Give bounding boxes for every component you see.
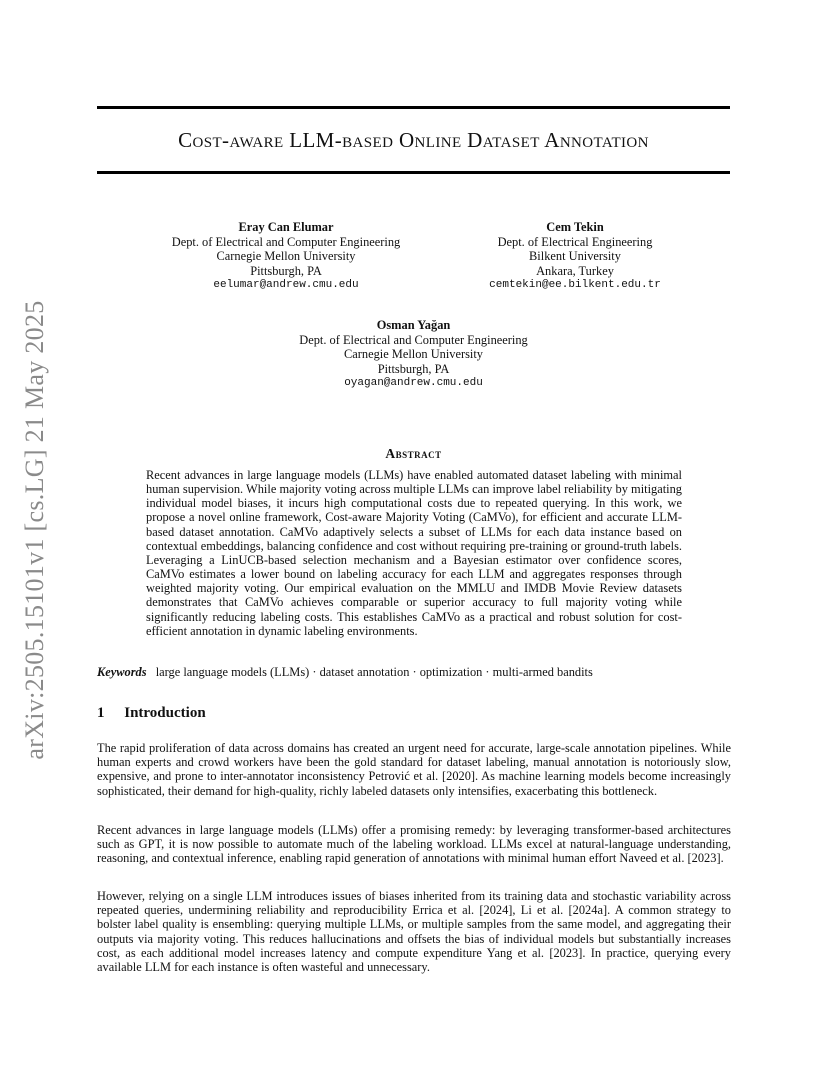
keywords-label: Keywords [97, 665, 147, 679]
author-email: oyagan@andrew.cmu.edu [344, 377, 483, 390]
author-dept: Dept. of Electrical and Computer Engineering [171, 234, 401, 249]
title-rule-top [97, 106, 730, 109]
author-institution: Carnegie Mellon University [343, 347, 484, 362]
intro-paragraph-1: The rapid proliferation of data across domains has created an urgent need for accurate, large-scale annotation pipelines. While human experts and crowd workers have been the gold standard for dataset labeling, manual annotation is notoriously slow, expensive, and prone to inter-annotator inconsistency Petrović et al. [2020]. As machine learning models become increasingly sophisticated, their demand for high-quality, richly labeled datasets only intensifies, exacerbating this bottleneck. [97, 741, 731, 798]
author-block-1 [150, 220, 422, 293]
author-block-3 [276, 318, 551, 391]
keywords-text: large language models (LLMs) · dataset annotation · optimization · multi-armed bandits [155, 665, 593, 679]
author-name: Osman Yağan [376, 318, 451, 332]
author-institution: Carnegie Mellon University [216, 249, 356, 264]
author-email: cemtekin@ee.bilkent.edu.tr [489, 279, 661, 292]
author-location: Pittsburgh, PA [377, 361, 450, 376]
abstract-heading: Abstract [385, 446, 442, 461]
section-heading-introduction [97, 705, 206, 722]
abstract-text: Recent advances in large language models (LLMs) have enabled automated dataset labeling with minimal human supervision. While majority voting across multiple LLMs can improve label reliability by mitigating individual model biases, it incurs high computational costs due to repeated querying. In this work, we propose a novel online framework, Cost-aware Majority Voting (CaMVo), for efficient and accurate LLM-based dataset annotation. CaMVo adaptively selects a subset of LLMs for each data instance based on contextual embeddings, balancing confidence and cost without requiring pre-training or ground-truth labels. Leveraging a LinUCB-based selection mechanism and a Bayesian estimator over confidence scores, CaMVo estimates a lower bound on labeling accuracy for each LLM and aggregates responses through weighted majority voting. Our empirical evaluation on the MMLU and IMDB Movie Review datasets demonstrates that CaMVo achieves comparable or superior accuracy to full majority voting while significantly reducing labeling costs. This establishes CaMVo as a practical and robust solution for cost-efficient annotation in dynamic labeling environments. [146, 468, 682, 638]
author-name: Cem Tekin [546, 220, 604, 234]
author-institution: Bilkent University [529, 249, 621, 264]
intro-paragraph-2: Recent advances in large language models (LLMs) offer a promising remedy: by leveraging transformer-based architectures such as GPT, it is now possible to automate much of the labeling workload. LLMs excel at natural-language understanding, reasoning, and contextual inference, enabling rapid generation of annotations with minimal human effort Naveed et al. [2023]. [97, 823, 731, 866]
section-number: 1 [97, 705, 105, 721]
author-dept: Dept. of Electrical and Computer Engineering [299, 332, 528, 347]
title-rule-bottom [97, 171, 730, 174]
arxiv-identifier-stamp: arXiv:2505.15101v1 [cs.LG] 21 May 2025 [20, 300, 49, 760]
author-email: eelumar@andrew.cmu.edu [213, 279, 359, 292]
paper-title: Cost-aware LLM-based Online Dataset Annotation [178, 128, 649, 152]
section-title: Introduction [124, 705, 206, 721]
author-name: Eray Can Elumar [238, 220, 334, 234]
author-block-2 [466, 220, 684, 293]
author-dept: Dept. of Electrical Engineering [497, 234, 653, 249]
author-location: Pittsburgh, PA [250, 263, 322, 278]
author-location: Ankara, Turkey [536, 263, 614, 278]
intro-paragraph-3: However, relying on a single LLM introduces issues of biases inherited from its training data and stochastic variability across repeated queries, undermining reliability and reproducibility Errica et al. [2024], Li et al. [2024a]. A common strategy to bolster label quality is ensembling: querying multiple LLMs, or multiple samples from the same model, and aggregating their outputs via majority voting. This reduces hallucinations and offsets the bias of individual models but substantially increases cost, as each additional model increases latency and compute expenditure Yang et al. [2023]. In practice, querying every available LLM for each instance is often wasteful and unnecessary. [97, 889, 731, 975]
keywords-line [97, 665, 730, 680]
